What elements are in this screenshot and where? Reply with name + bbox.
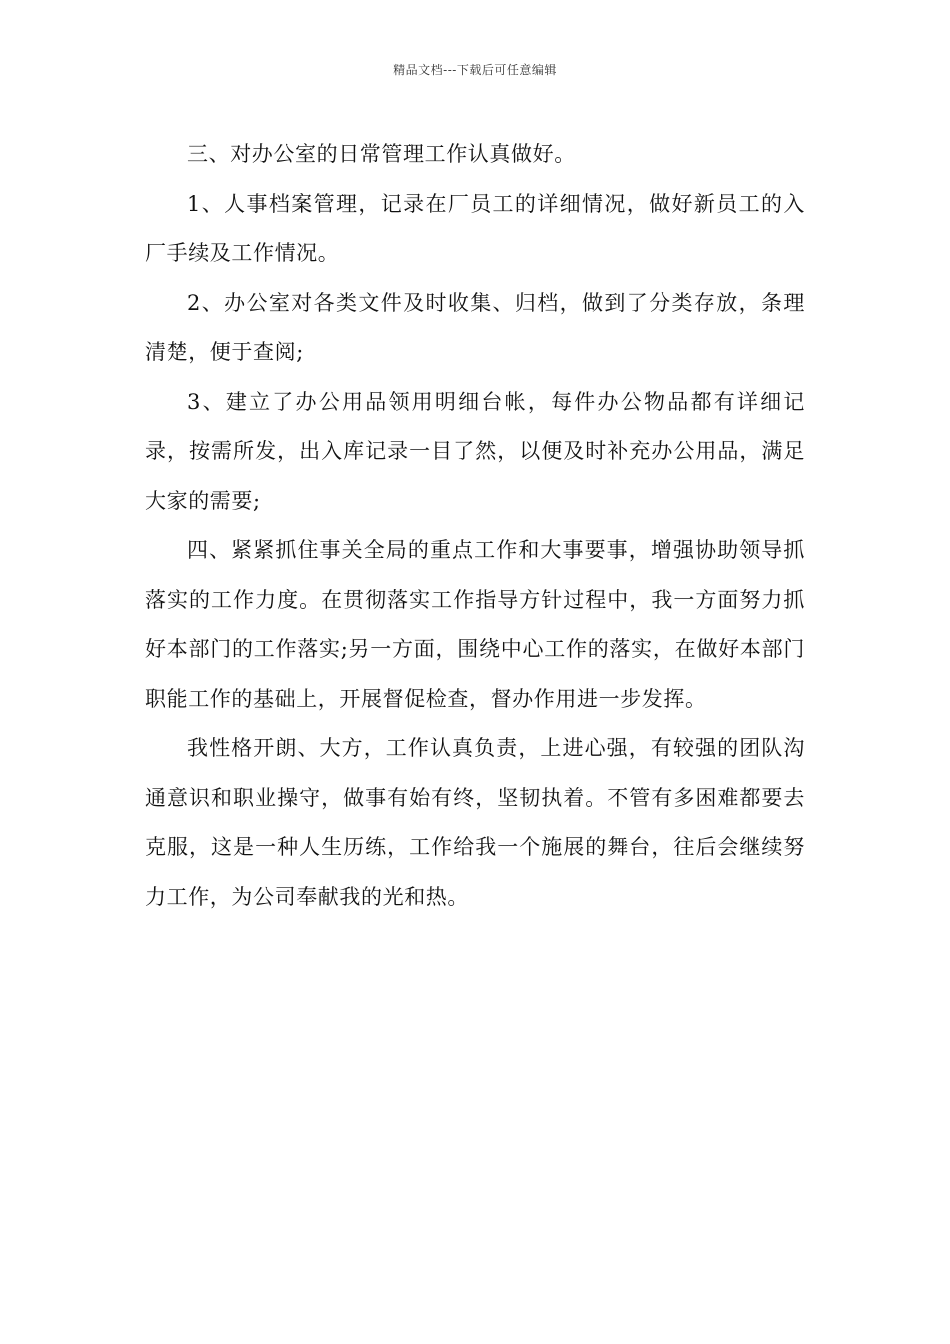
paragraph-item-2: 2、办公室对各类文件及时收集、归档，做到了分类存放，条理清楚，便于查阅; bbox=[145, 290, 805, 364]
page-header: 精品文档---下载后可任意编辑 bbox=[393, 63, 557, 77]
paragraph-item-1: 1、人事档案管理，记录在厂员工的详细情况，做好新员工的入厂手续及工作情况。 bbox=[145, 191, 805, 265]
paragraph-section-three: 三、对办公室的日常管理工作认真做好。 bbox=[187, 142, 576, 166]
paragraph-item-3: 3、建立了办公用品领用明细台帐，每件办公物品都有详细记录，按需所发，出入库记录一目了然，以便及时补充办公用品，满足大家的需要; bbox=[145, 389, 805, 513]
paragraph-section-four: 四、紧紧抓住事关全局的重点工作和大事要事，增强协助领导抓落实的工作力度。在贯彻落实工作指导方针过程中，我一方面努力抓好本部门的工作落实;另一方面，围绕中心工作的落实，在做好本部门职能工作的基础上，开展督促检查，督办作用进一步发挥。 bbox=[145, 538, 805, 711]
paragraph-conclusion: 我性格开朗、大方，工作认真负责，上进心强，有较强的团队沟通意识和职业操守，做事有始有终，坚韧执着。不管有多困难都要去克服，这是一种人生历练，工作给我一个施展的舞台，往后会继续努力工作，为公司奉献我的光和热。 bbox=[145, 736, 805, 909]
document-body bbox=[145, 130, 805, 922]
